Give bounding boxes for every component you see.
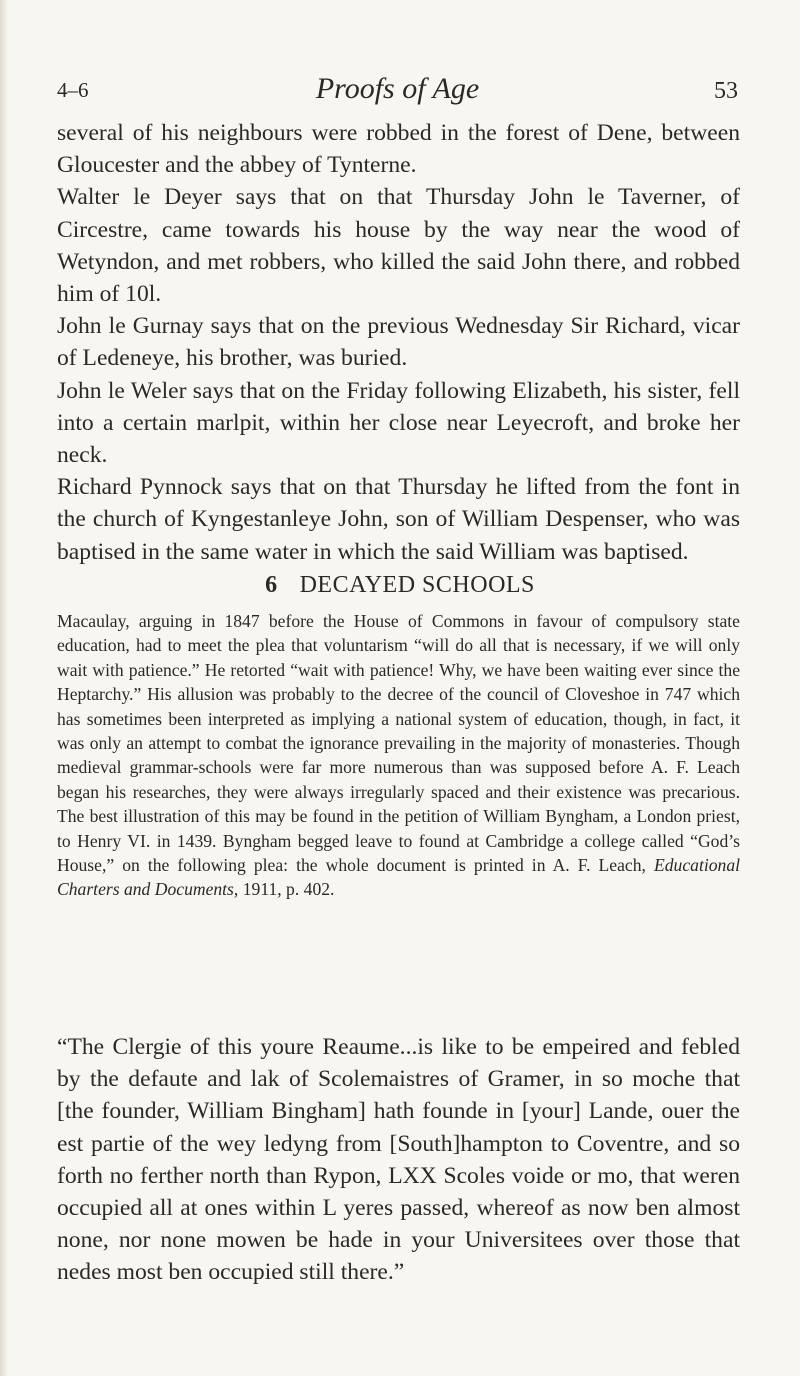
section-number: 6 [265, 572, 278, 598]
paragraph-gurnay: John le Gurnay says that on the previous Wednesday Sir Richard, vicar of Ledeneye, his brother, was buried. [57, 313, 740, 372]
running-head [57, 72, 738, 112]
paragraph-pynnock: Richard Pynnock says that on that Thursday he lifted from the font in the church of Kyngestanleye John, son of William Despenser, who was baptised in the same water in which the said William was baptised. [57, 474, 740, 565]
intro-text [57, 609, 740, 902]
section-heading [0, 572, 800, 599]
upper-text-block [57, 117, 740, 568]
page-edge-shadow [0, 0, 8, 1376]
paragraph-walter: Walter le Deyer says that on that Thursday John le Taverner, of Circestre, came towards his house by the way near the wood of Wetyndon, and met robbers, who killed the said John there, and robbed him of 10l. [57, 184, 740, 308]
cited-work-title: Educational Charters and Documents [57, 855, 741, 900]
intro-paragraph [57, 609, 740, 902]
citation-details: , 1911, p. 402. [233, 879, 335, 900]
running-title: Proofs of Age [315, 72, 480, 105]
page-number: 53 [714, 78, 738, 104]
section-title: DECAYED SCHOOLS [299, 572, 535, 598]
paragraph-continuation: several of his neighbours were robbed in the forest of Dene, between Gloucester and the abbey of Tynterne. [57, 120, 740, 179]
intro-text-main: Macaulay, arguing in 1847 before the House of Commons in favour of compulsory state education, had to meet the plea that voluntarism “will do all that is necessary, if we will only wait with patience.” He retorted “wait with patience! Why, we have been waiting ever since the Heptarchy.” His allusion was probably to the decree of the council of Cloveshoe in 747 which has sometimes been interpreted as implying a national system of education, though, in fact, it was only an attempt to combat the ignorance prevailing in the majority of monasteries. Though medieval grammar-schools were far more numerous than was supposed before A. F. Leach began his researches, they were always irregularly spaced and their existence was precarious. The best illustration of this may be found in the petition of William Byngham, a London priest, to Henry VI. in 1439. Byngham begged leave to found at Cambridge a college called “God’s House,” on the following plea: the whole document is printed in A. F. Leach, [57, 611, 740, 876]
quotation-text: “The Clergie of this youre Reaume...is like to be empeired and febled by the defaute and lak of Scolemaistres of Gramer, in so moche that [the founder, William Bingham] hath founde in [your] Lande, ouer the est partie of the wey ledyng from [South]hampton to Coventre, and so forth no ferther north than Rypon, LXX Scoles voide or mo, that weren occupied all at ones within L yeres passed, whereof as now ben almost none, nor none mowen be hade in your Universitees over those that nedes most ben occupied still there.” [57, 1034, 740, 1286]
petition-quotation [57, 1031, 740, 1289]
section-range: 4–6 [57, 78, 89, 102]
paragraph-weler: John le Weler says that on the Friday following Elizabeth, his sister, fell into a certain marlpit, within her close near Leyecroft, and broke her neck. [57, 377, 740, 469]
